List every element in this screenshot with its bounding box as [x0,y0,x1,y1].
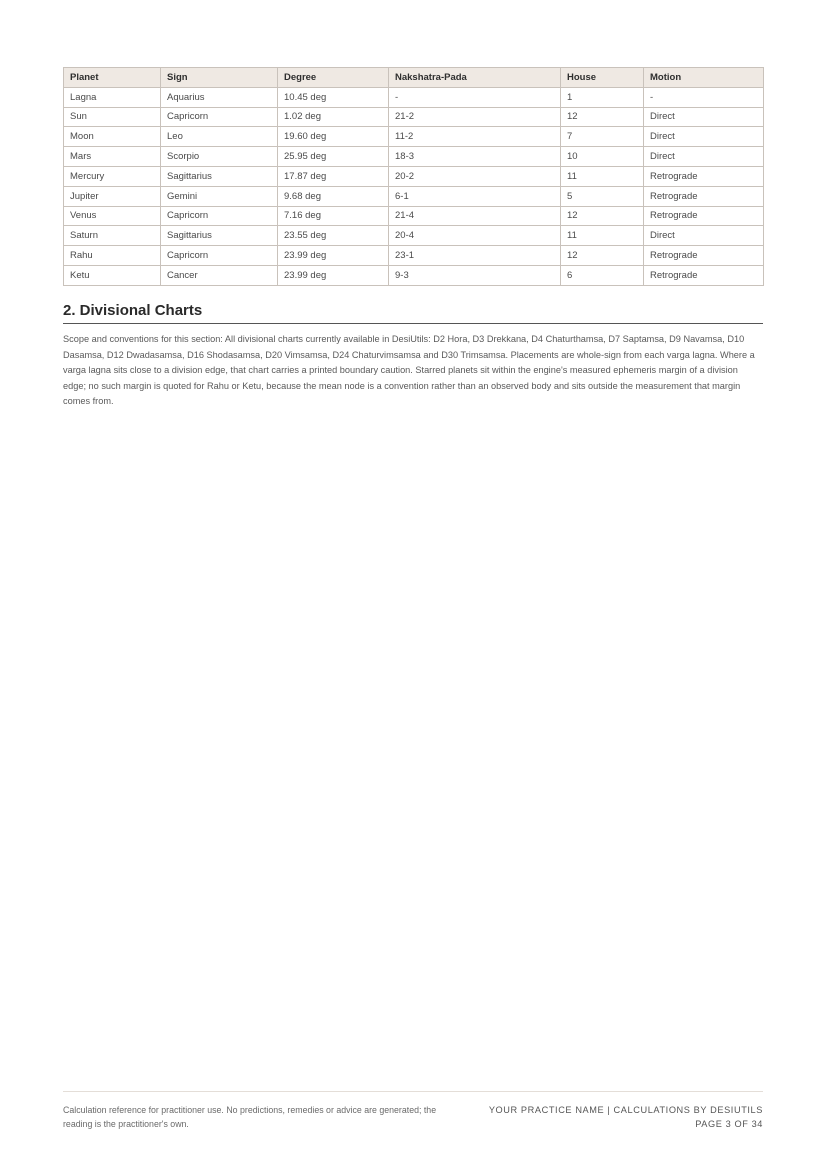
cell-planet: Mars [64,147,161,167]
cell-planet: Lagna [64,87,161,107]
cell-sign: Capricorn [161,206,278,226]
cell-sign: Scorpio [161,147,278,167]
header-degree: Degree [278,68,389,88]
cell-motion: Retrograde [644,246,764,266]
table-body [64,87,764,285]
cell-sign: Sagittarius [161,166,278,186]
cell-motion: Retrograde [644,166,764,186]
cell-planet: Mercury [64,166,161,186]
cell-planet: Sun [64,107,161,127]
cell-motion: Retrograde [644,186,764,206]
footer-page-number: PAGE 3 OF 34 [695,1119,763,1129]
table-row [64,127,764,147]
table-row [64,206,764,226]
cell-nakshatra-pada: 23-1 [389,246,561,266]
cell-sign: Sagittarius [161,226,278,246]
cell-house: 6 [561,265,644,285]
cell-nakshatra-pada: - [389,87,561,107]
cell-nakshatra-pada: 21-4 [389,206,561,226]
cell-motion: Direct [644,226,764,246]
cell-degree: 23.99 deg [278,265,389,285]
cell-sign: Leo [161,127,278,147]
cell-sign: Cancer [161,265,278,285]
header-sign: Sign [161,68,278,88]
cell-degree: 10.45 deg [278,87,389,107]
cell-motion: Retrograde [644,265,764,285]
cell-nakshatra-pada: 9-3 [389,265,561,285]
cell-house: 12 [561,206,644,226]
header-motion: Motion [644,68,764,88]
cell-planet: Jupiter [64,186,161,206]
table-row [64,186,764,206]
cell-sign: Aquarius [161,87,278,107]
footer-disclaimer: Calculation reference for practitioner use. No predictions, remedies or advice are generated; the reading is the practitioner's own. [63,1105,437,1129]
cell-nakshatra-pada: 21-2 [389,107,561,127]
cell-planet: Venus [64,206,161,226]
header-nakshatra-pada: Nakshatra-Pada [389,68,561,88]
footer-brand: YOUR PRACTICE NAME | CALCULATIONS BY DESIUTILS [488,1105,763,1115]
cell-house: 1 [561,87,644,107]
cell-planet: Rahu [64,246,161,266]
cell-motion: Direct [644,127,764,147]
table-row [64,226,764,246]
cell-nakshatra-pada: 18-3 [389,147,561,167]
table-row [64,246,764,266]
cell-sign: Gemini [161,186,278,206]
cell-motion: Retrograde [644,206,764,226]
section-heading: 2. Divisional Charts [63,302,763,324]
cell-house: 5 [561,186,644,206]
cell-nakshatra-pada: 11-2 [389,127,561,147]
cell-degree: 9.68 deg [278,186,389,206]
table-row [64,265,764,285]
table-row [64,107,764,127]
planet-positions-table [63,67,764,286]
cell-planet: Moon [64,127,161,147]
cell-sign: Capricorn [161,246,278,266]
footer-divider [63,1091,763,1092]
header-house: House [561,68,644,88]
cell-planet: Ketu [64,265,161,285]
cell-degree: 7.16 deg [278,206,389,226]
table-header [64,68,764,88]
table-row [64,166,764,186]
footer-meta [433,1103,763,1131]
cell-house: 11 [561,226,644,246]
cell-motion: Direct [644,107,764,127]
cell-degree: 23.99 deg [278,246,389,266]
cell-degree: 23.55 deg [278,226,389,246]
cell-planet: Saturn [64,226,161,246]
cell-nakshatra-pada: 20-4 [389,226,561,246]
cell-house: 7 [561,127,644,147]
cell-degree: 19.60 deg [278,127,389,147]
header-planet: Planet [64,68,161,88]
cell-degree: 17.87 deg [278,166,389,186]
table-row [64,147,764,167]
cell-motion: - [644,87,764,107]
section-body-text: Scope and conventions for this section: All divisional charts currently available in DesiUtils: D2 Hora, D3 Drekkana, D4 Chaturthamsa, D7 Saptamsa, D9 Navamsa, D10 Dasamsa, D12 Dwadasamsa, D16 Shodasamsa, D20 Vimsamsa, D24 Chaturvimsamsa and D30 Trimsamsa. Placements are whole-sign from each varga lagna. Where a varga lagna sits close to a division edge, that chart carries a printed boundary caution. Starred planets sit within the engine's measured ephemeris margin of a division edge; no such margin is quoted for Rahu or Ketu, because the mean node is a convention rather than an observed body and sits outside the measurement that margin comes from. [63,334,755,407]
cell-sign: Capricorn [161,107,278,127]
cell-house: 12 [561,107,644,127]
cell-house: 11 [561,166,644,186]
cell-degree: 1.02 deg [278,107,389,127]
table-header-row [64,68,764,88]
cell-house: 12 [561,246,644,266]
table-row [64,87,764,107]
cell-degree: 25.95 deg [278,147,389,167]
cell-motion: Direct [644,147,764,167]
cell-house: 10 [561,147,644,167]
cell-nakshatra-pada: 6-1 [389,186,561,206]
cell-nakshatra-pada: 20-2 [389,166,561,186]
